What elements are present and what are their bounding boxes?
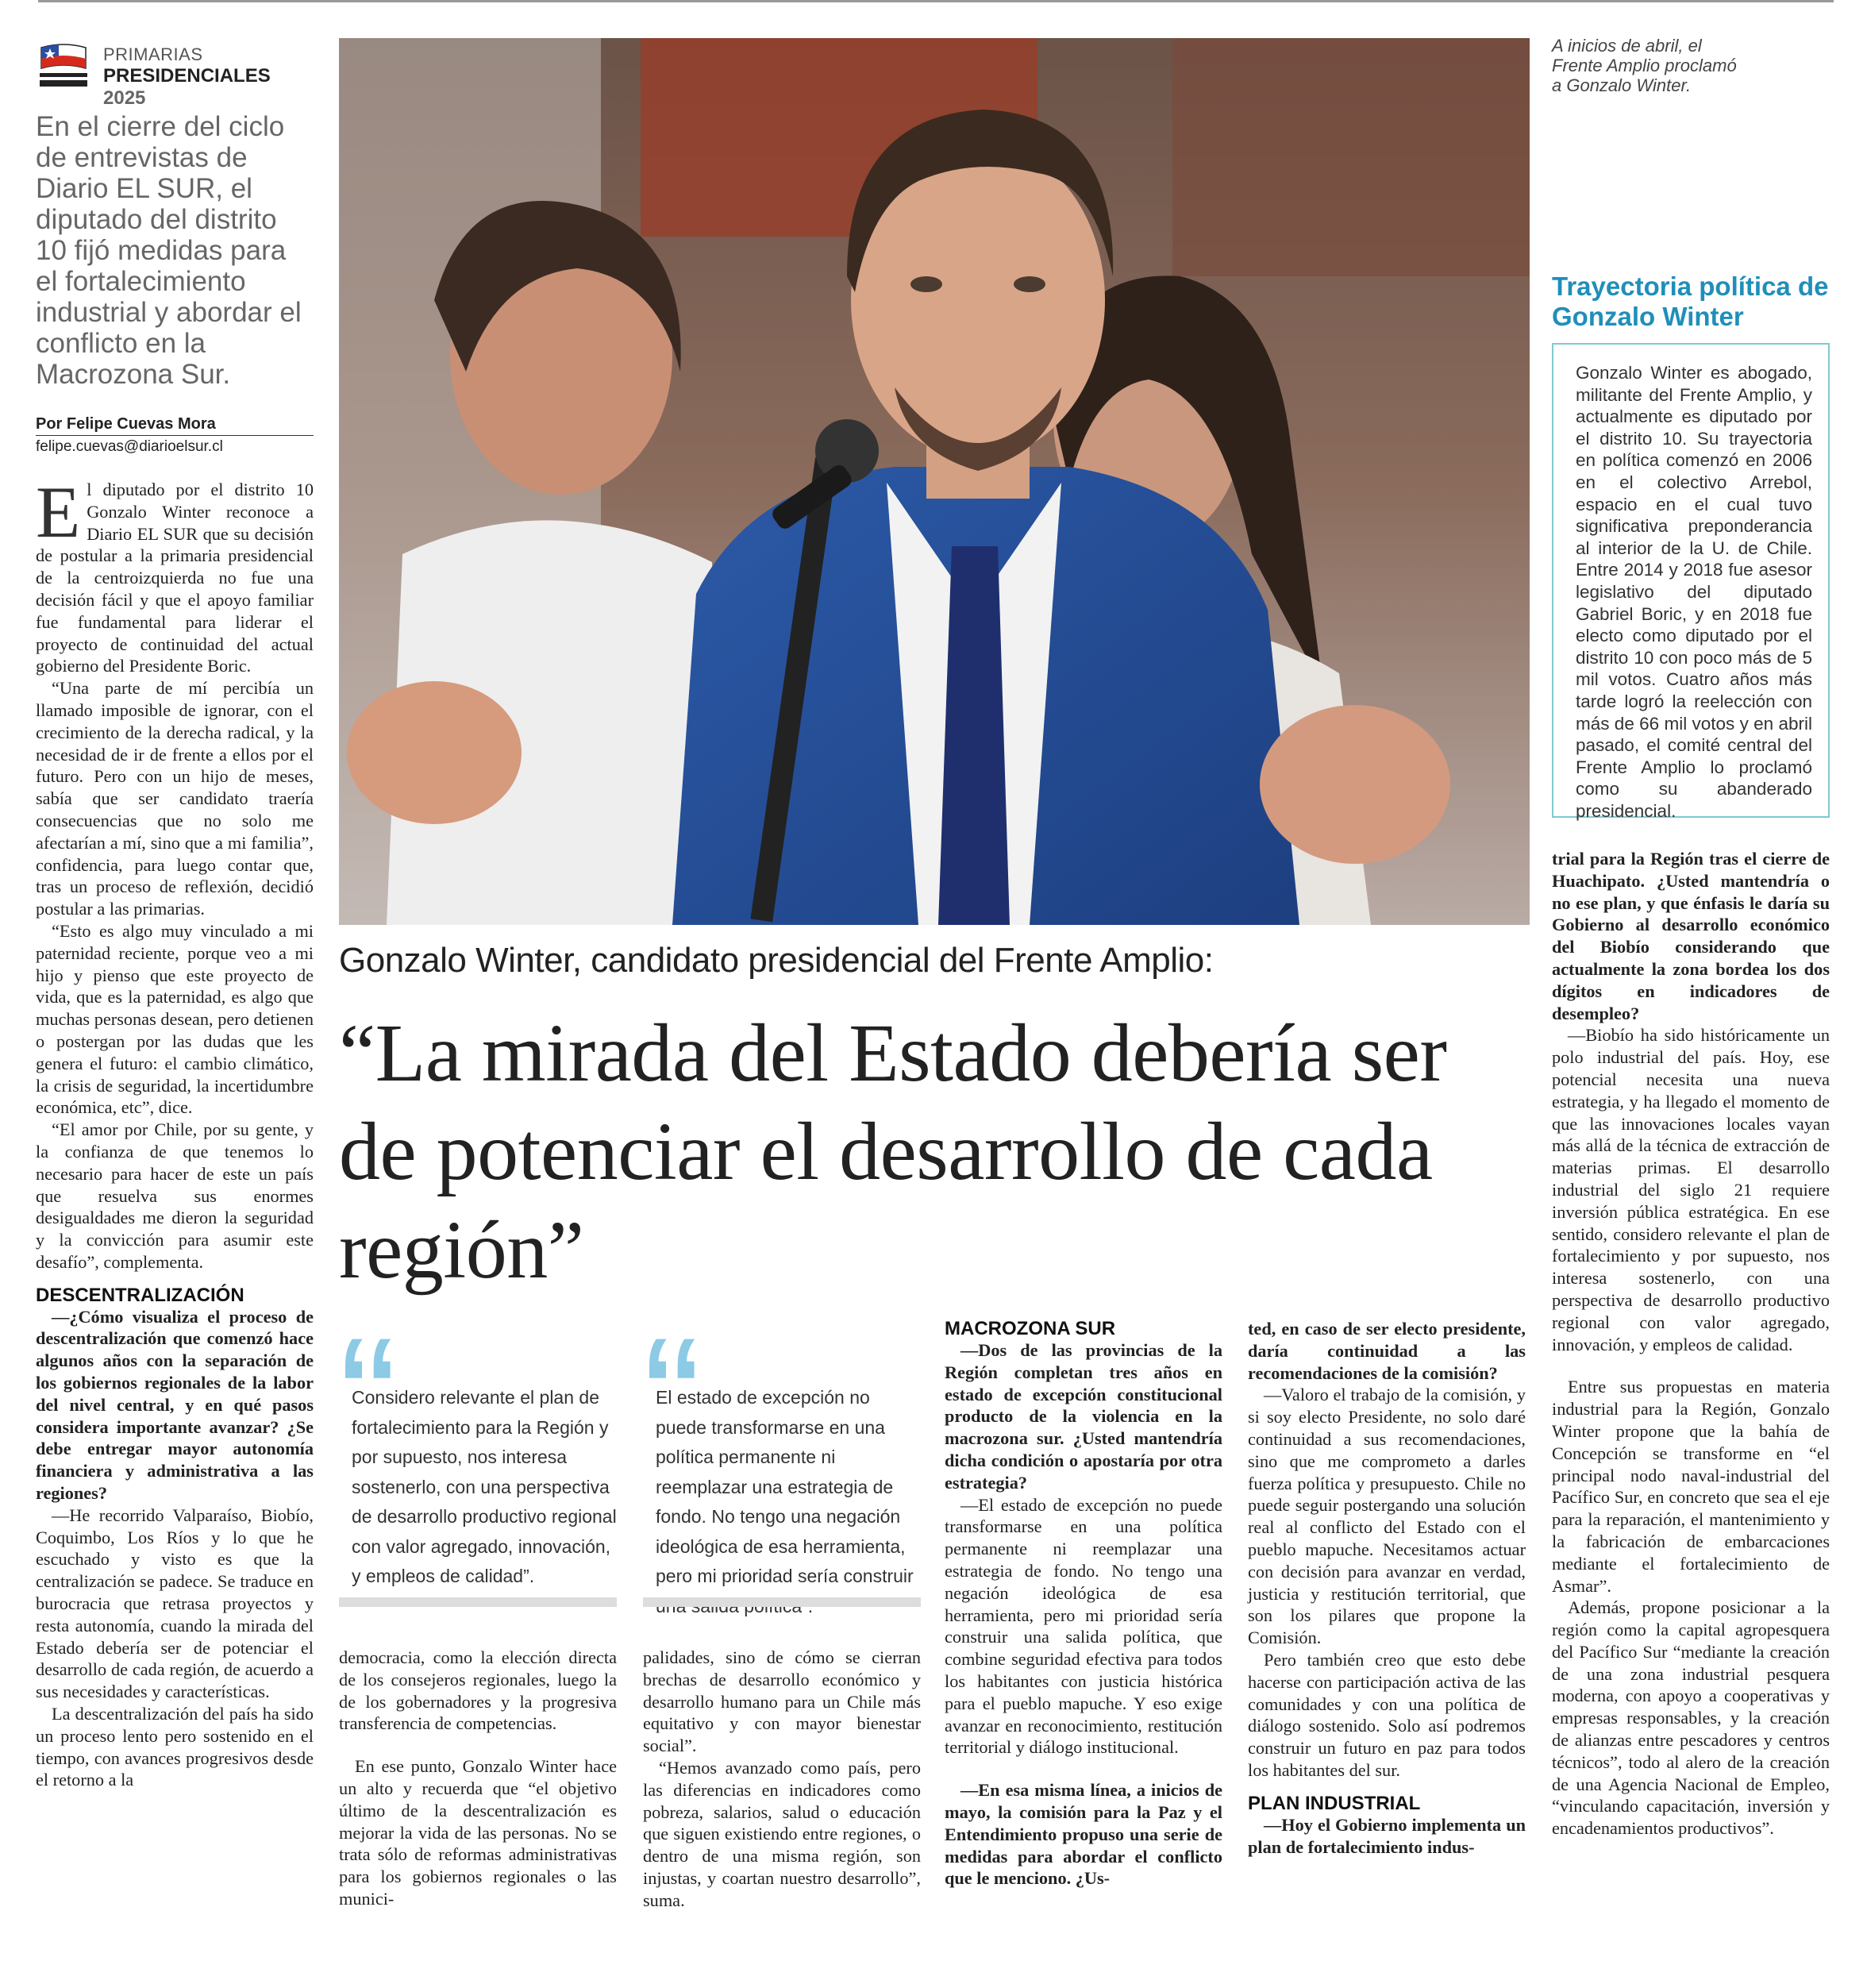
section-label-bottom: PRESIDENCIALES 2025 <box>103 65 271 109</box>
chile-flag-icon <box>40 41 87 87</box>
interview-question: —¿Cómo visualiza el proceso de descentralización que comenzó hace algunos años con la separación de los gobiernos regionales de la labor del nivel central, y en qué pasos considera importante avanzar? ¿Se debe entregar mayor autonomía financiera y administrativa a las regiones? <box>36 1306 314 1504</box>
pull-quote-text: El estado de excepción no puede transformarse en una política permanente ni reemplazar una estrategia de fondo. No tengo una negación ideológica de esa herramienta, pero mi prioridad sería construir <box>656 1387 914 1586</box>
drop-cap: E <box>36 472 81 553</box>
article-column-4 <box>945 1318 1222 1890</box>
article-column-3 <box>643 1647 921 1912</box>
byline: Por Felipe Cuevas Mora <box>36 415 314 436</box>
section-logo <box>40 41 318 109</box>
paragraph: El diputado por el distrito 10 Gonzalo Winter reconoce a Diario EL SUR que su decisión de postular a la primaria presidencial de la centroizquierda no fue una decisión fácil y que el apoyo familiar fue fundamental para liderar el proyecto de continuidad del actual gobierno del Presidente Boric. <box>36 472 314 676</box>
section-year: 2025 <box>103 87 146 109</box>
article-column-2 <box>339 1647 617 1910</box>
sidebar-text: Gonzalo Winter es abogado, militante del Frente Amplio, y actualmente es diputado por el distrito 10. Su trayectoria en política comenzó en 2006 en el colectivo Arrebol, espacio en el cual tuvo significativa preponderancia al interior de la U. de Chile. Entre 2014 y 2018 fue asesor legislativo del diputado Gabriel Boric, y en 2018 fue electo como diputado por el distrito 10 con poco más de 5 mil votos. Cuatro años más tarde logró la reelección con más de 66 mil votos y en abril pasado, el comité central del Frente Amplio lo proclamó como su abanderado presidencial. <box>1576 363 1812 821</box>
subheading: DESCENTRALIZACIÓN <box>36 1284 244 1306</box>
interview-question: —Hoy el Gobierno implementa un plan de fortalecimiento indus- <box>1248 1814 1526 1857</box>
lede: En el cierre del ciclo de entrevistas de Diario EL SUR, el diputado del distrito 10 fijó medidas para el fortalecimiento industrial y abordar el conflicto en la Macrozona Sur. <box>36 111 302 390</box>
pull-quote-rule <box>643 1597 921 1607</box>
pull-quote-rule <box>339 1597 617 1607</box>
paragraph: —El estado de excepción no puede transformarse en una política permanente ni reemplazar una estrategia de fondo. No tengo una negación ideológica de esa herramienta, pero mi prioridad sería construir una salida política, que combine seguridad efectiva para todos los habitantes con justicia histórica para el pueblo mapuche. Y eso exige avanzar en reconocimiento, restitución territorial y diálogo institucional. <box>945 1494 1222 1758</box>
interview-question: —En esa misma línea, a inicios de mayo, la comisión para la Paz y el Entendimiento propuso una serie de medidas para abordar el conflicto que le menciono. ¿Us- <box>945 1780 1222 1889</box>
paragraph: “Hemos avanzado como país, pero las diferencias en indicadores como pobreza, salarios, salud o educación que siguen existiendo entre regiones, o dentro de una misma región, son injustas, y coartan nuestro desarrollo”, suma. <box>643 1757 921 1910</box>
paragraph: democracia, como la elección directa de los consejeros regionales, luego la de los gobernadores y la progresiva transferencia de competencias. <box>339 1647 617 1734</box>
paragraph: Pero también creo que esto debe hacerse con participación activa de las comunidades y con una política de diálogo sostenido. Solo así podremos construir un futuro en paz para todos los habitantes del sur. <box>1248 1649 1526 1780</box>
paragraph: La descentralización del país ha sido un proceso lento pero sostenido en el tiempo, con avances progresivos desde el retorno a la <box>36 1704 314 1790</box>
paragraph: —Valoro el trabajo de la comisión, y si soy electo Presidente, no solo daré continuidad a sus recomendaciones, sino que me comprometo a darles fuerza política y presupuesto. Chile no puede seguir postergando una solución real al conflicto del Estado con el pueblo mapuche. Necesitamos actuar con decisión para avanzar en verdad, justicia y restitución territorial, que son los pilares que propone la Comisión. <box>1248 1385 1526 1648</box>
paragraph: palidades, sino de cómo se cierran brechas de desarrollo económico y desarrollo humano para un Chile más equitativo y con mayor bienestar social”. <box>643 1647 921 1756</box>
subheading: MACROZONA SUR <box>945 1318 1116 1339</box>
pull-quote-text: Considero relevante el plan de fortalecimiento para la Región y por supuesto, nos interesa sostenerlo, con una perspectiva de desarrollo productivo regional con valor agregado, innovación, y empleos de calidad”. <box>352 1387 617 1586</box>
portrait-illustration <box>339 38 1530 925</box>
interview-question: ted, en caso de ser electo presidente, daría continuidad a las recomendaciones de la comisión? <box>1248 1319 1526 1383</box>
pull-quote-1 <box>339 1301 617 1613</box>
article-column-6 <box>1552 848 1830 1840</box>
sidebar-title: Trayectoria política de Gonzalo Winter <box>1552 272 1829 331</box>
interview-question: trial para la Región tras el cierre de Huachipato. ¿Usted mantendría o no ese plan, y que énfasis le daría su Gobierno al desarrollo económico del Biobío considerando que actualmente la zona bordea los dos dígitos en indicadores de desempleo? <box>1552 849 1830 1023</box>
photo-gonzalo-winter <box>339 38 1530 925</box>
paragraph: Entre sus propuestas en materia industrial para la Región, Gonzalo Winter propone que la bahía de Concepción se transforme en “el principal nodo naval-industrial del Pacífico Sur, en concreto que sea el eje para la reparación, el mantenimiento y la fabricación de embarcaciones mediante el fortalecimiento de Asmar”. <box>1552 1377 1830 1596</box>
paragraph: —Biobío ha sido históricamente un polo industrial del país. Hoy, ese potencial necesita una nueva estrategia, y ha llegado el momento de que las innovaciones locales vayan más allá de la técnica de extracción de materias primas. El desarrollo industrial del siglo 21 requiere inversión pública estratégica. En ese sentido, considero relevante el plan de fortalecimiento y por supuesto, nos interesa sostenerlo, con una perspectiva de desarrollo productivo regional con valor agregado, innovación, y empleos de calidad. <box>1552 1025 1830 1354</box>
subheading: PLAN INDUSTRIAL <box>1248 1792 1421 1814</box>
article-column-5 <box>1248 1318 1526 1858</box>
pull-quote-2 <box>643 1301 921 1613</box>
headline: “La mirada del Estado debería ser de potenciar el desarrollo de cada región” <box>339 1007 1447 1296</box>
quote-mark-icon: “ <box>643 1301 702 1497</box>
photo-caption: A inicios de abril, el Frente Amplio proclamó a Gonzalo Winter. <box>1552 36 1737 95</box>
author-email: felipe.cuevas@diarioelsur.cl <box>36 438 223 455</box>
paragraph: “Una parte de mí percibía un llamado imposible de ignorar, con el crecimiento de la derecha radical, y la necesidad de ir de frente a ellos por el futuro. Pero con un hijo de meses, sabía que ser candidato traería consecuencias que no solo me afectarían a mí, sino que a mi familia”, confidencia, para luego contar que, tras un proceso de reflexión, decidió postular a las primarias. <box>36 678 314 919</box>
interview-question: —Dos de las provincias de la Región completan tres años en estado de excepción constitucional producto de la violencia en la macrozona sur. ¿Usted mantendría dicha condición o apostaría por otra estrategia? <box>945 1340 1222 1493</box>
section-label-top: PRIMARIAS <box>103 44 203 64</box>
quote-mark-icon: “ <box>339 1301 398 1497</box>
headline-kicker: Gonzalo Winter, candidato presidencial del Frente Amplio: <box>339 941 1214 980</box>
paragraph: “El amor por Chile, por su gente, y la confianza de que tenemos lo necesario para hacer de este un país que resuelva sus enormes desigualdades me dieron la seguridad y la convicción para asumir este desafío”, complementa. <box>36 1119 314 1272</box>
paragraph: Además, propone posicionar a la región como la capital agropesquera del Pacífico Sur “mediante la creación de una zona industrial pesquera moderna, con apoyo a cooperativas y empresas responsables, y la creación de alianzas entre pescadores y centros técnicos”, todo al alero de la creación de una Agencia Nacional de Empleo, “vinculando capacitación, inversión y encadenamientos productivos”. <box>1552 1597 1830 1839</box>
paragraph: En ese punto, Gonzalo Winter hace un alto y recuerda que “el objetivo último de la descentralización es mejorar la vida de las personas. No se trata sólo de reformas administrativas para los gobiernos regionales o las munici- <box>339 1756 617 1909</box>
top-rule <box>38 0 1834 2</box>
paragraph: —He recorrido Valparaíso, Biobío, Coquimbo, Los Ríos y lo que he escuchado y visto es que la centralización se padece. Se traduce en burocracia que retrasa proyectos y resta autonomía, cuando la mirada del Estado debería ser de potenciar el desarrollo de cada región, de acuerdo a sus necesidades y características. <box>36 1504 314 1702</box>
sidebar-box <box>1552 343 1830 821</box>
article-column-1 <box>36 472 314 1791</box>
paragraph: “Esto es algo muy vinculado a mi paternidad reciente, porque veo a mi hijo y pienso que este proyecto de vida, que es la paternidad, es algo que muchas personas desean, pero detienen o postergan por las dudas que les genera el futuro: el cambio climático, la crisis de seguridad, la incertidumbre económica, etc”, dice. <box>36 920 314 1118</box>
